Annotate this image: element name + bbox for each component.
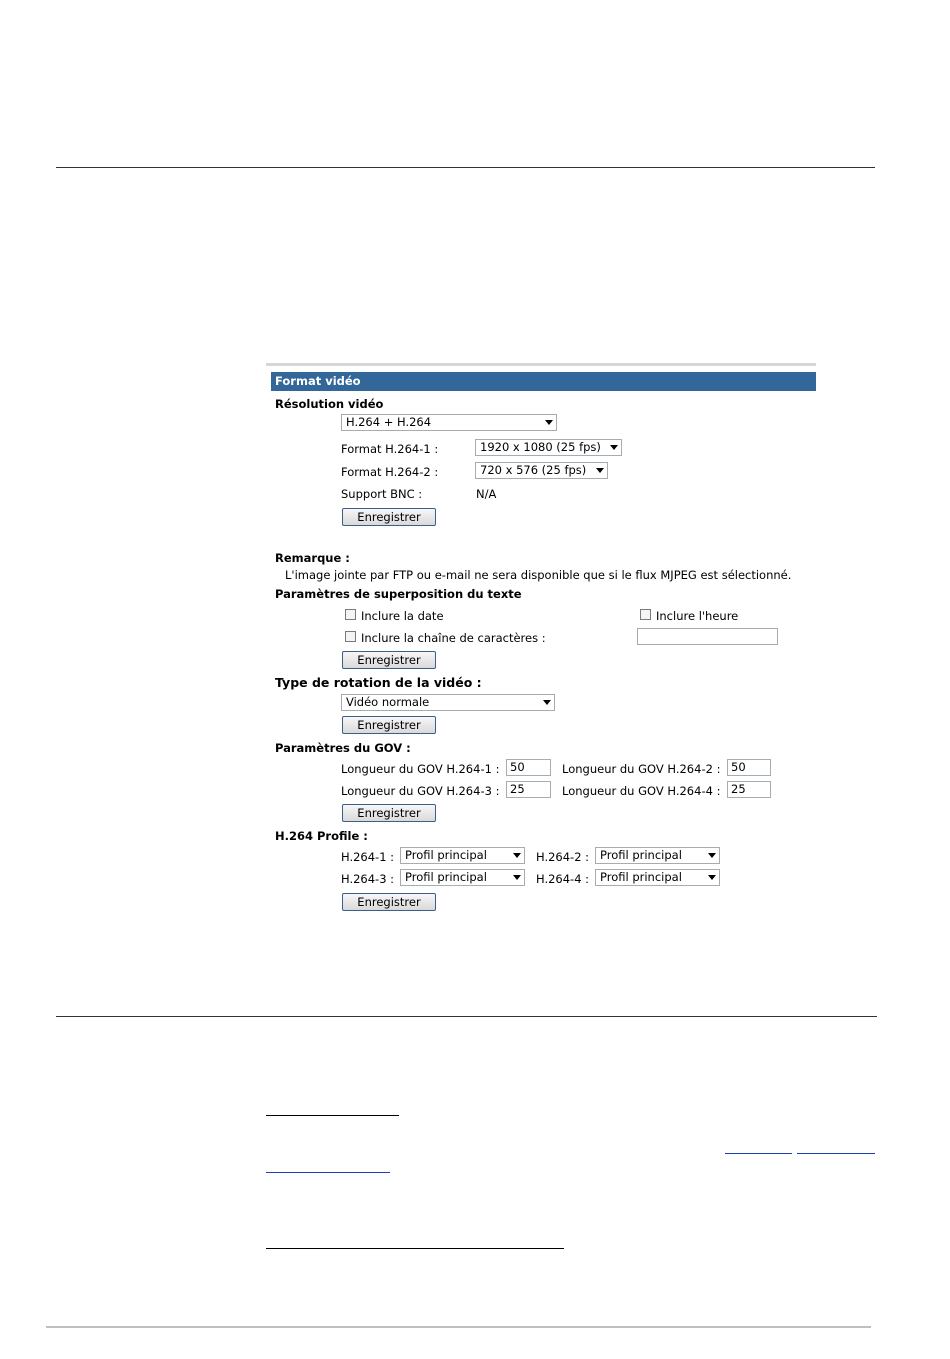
gov-len3-input[interactable]: 25 (506, 781, 551, 798)
profile1-label: H.264-1 : (341, 850, 395, 864)
profile3-label: H.264-3 : (341, 872, 395, 886)
chevron-down-icon (708, 875, 716, 880)
chevron-down-icon (543, 700, 551, 705)
gov-len2-label: Longueur du GOV H.264-2 : (562, 762, 721, 776)
bnc-value: N/A (476, 487, 497, 501)
format1-label: Format H.264-1 : (341, 442, 439, 456)
gov-len1-input[interactable]: 50 (506, 759, 551, 776)
chevron-down-icon (596, 468, 604, 473)
video-format-panel (266, 363, 816, 923)
gov-len2-input[interactable]: 50 (727, 759, 771, 776)
include-date-checkbox[interactable] (345, 609, 356, 620)
footer-divider (46, 1326, 871, 1328)
panel-title: Format vidéo (271, 372, 816, 391)
top-divider (56, 167, 875, 168)
profile2-value: Profil principal (600, 848, 682, 862)
gov-len4-label: Longueur du GOV H.264-4 : (562, 784, 721, 798)
section-underline-1 (266, 1115, 399, 1116)
gov-len1-label: Longueur du GOV H.264-1 : (341, 762, 500, 776)
gov-heading: Paramètres du GOV : (275, 741, 411, 755)
profile4-label: H.264-4 : (536, 872, 590, 886)
profile4-value: Profil principal (600, 870, 682, 884)
bnc-label: Support BNC : (341, 487, 423, 501)
profile2-select[interactable] (595, 847, 720, 864)
resolution-heading: Résolution vidéo (275, 397, 384, 411)
include-time-checkbox[interactable] (640, 609, 651, 620)
profile2-label: H.264-2 : (536, 850, 590, 864)
link-underline-1[interactable] (725, 1153, 792, 1154)
chevron-down-icon (610, 445, 618, 450)
gov-len3-label: Longueur du GOV H.264-3 : (341, 784, 500, 798)
include-date-label: Inclure la date (361, 609, 444, 623)
rotation-save-button[interactable]: Enregistrer (342, 716, 436, 734)
include-time-label: Inclure l'heure (656, 609, 739, 623)
resolution-mode-select[interactable] (341, 414, 557, 431)
panel-top-bar (266, 363, 816, 366)
section-underline-2 (266, 1248, 564, 1249)
link-underline-3[interactable] (266, 1172, 390, 1173)
resolution-mode-value: H.264 + H.264 (346, 415, 432, 429)
format1-value: 1920 x 1080 (25 fps) (480, 440, 601, 454)
include-string-label: Inclure la chaîne de caractères : (361, 631, 546, 645)
chevron-down-icon (513, 853, 521, 858)
profile1-select[interactable] (400, 847, 525, 864)
overlay-string-input[interactable] (637, 628, 778, 645)
gov-save-button[interactable]: Enregistrer (342, 804, 436, 822)
remark-heading: Remarque : (275, 551, 350, 565)
profile1-value: Profil principal (405, 848, 487, 862)
profile3-value: Profil principal (405, 870, 487, 884)
rotation-select[interactable] (341, 694, 555, 711)
profile-heading: H.264 Profile : (275, 829, 368, 843)
remark-text: L'image jointe par FTP ou e-mail ne sera disponible que si le flux MJPEG est sélectionné. (285, 568, 792, 582)
gov-len4-input[interactable]: 25 (727, 781, 771, 798)
middle-divider (56, 1016, 877, 1017)
format2-label: Format H.264-2 : (341, 465, 439, 479)
profile3-select[interactable] (400, 869, 525, 886)
chevron-down-icon (513, 875, 521, 880)
overlay-heading: Paramètres de superposition du texte (275, 587, 522, 601)
resolution-save-button[interactable]: Enregistrer (342, 508, 436, 526)
link-underline-2[interactable] (797, 1153, 875, 1154)
overlay-save-button[interactable]: Enregistrer (342, 651, 436, 669)
profile-save-button[interactable]: Enregistrer (342, 893, 436, 911)
format2-value: 720 x 576 (25 fps) (480, 463, 587, 477)
rotation-value: Vidéo normale (346, 695, 430, 709)
profile4-select[interactable] (595, 869, 720, 886)
include-string-checkbox[interactable] (345, 631, 356, 642)
format1-select[interactable] (475, 439, 622, 456)
chevron-down-icon (708, 853, 716, 858)
rotation-heading: Type de rotation de la vidéo : (275, 675, 482, 690)
format2-select[interactable] (475, 462, 608, 479)
chevron-down-icon (545, 420, 553, 425)
